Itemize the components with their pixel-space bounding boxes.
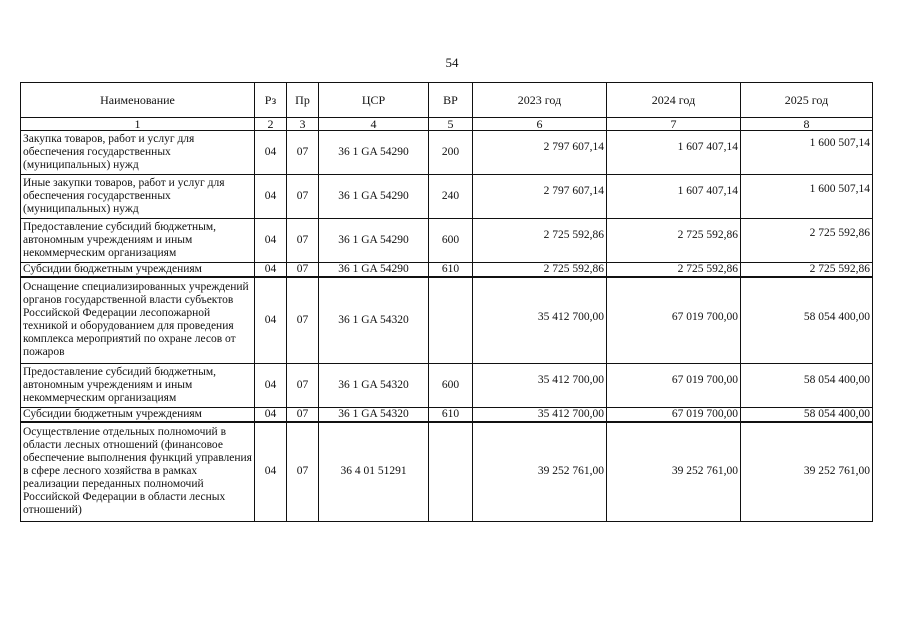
- row-rz: 04: [255, 363, 287, 407]
- row-vr: 240: [429, 175, 473, 219]
- header-row: [21, 83, 873, 118]
- table-row: [21, 263, 873, 278]
- row-rz: 04: [255, 131, 287, 175]
- row-amount-2023: 2 797 607,14: [473, 131, 607, 175]
- column-number: 3: [287, 118, 319, 131]
- table-row: [21, 422, 873, 522]
- row-csr: 36 1 GA 54290: [319, 219, 429, 263]
- row-csr: 36 1 GA 54290: [319, 175, 429, 219]
- row-name: Предоставление субсидий бюджетным, автономным учреждениям и иным некоммерческим организациям: [21, 363, 255, 407]
- header-2024: 2024 год: [607, 83, 741, 118]
- column-number: 1: [21, 118, 255, 131]
- row-amount-2024: 67 019 700,00: [607, 407, 741, 422]
- row-csr: 36 4 01 51291: [319, 422, 429, 522]
- row-amount-2024: 39 252 761,00: [607, 422, 741, 522]
- row-pr: 07: [287, 131, 319, 175]
- row-pr: 07: [287, 422, 319, 522]
- row-amount-2024: 1 607 407,14: [607, 131, 741, 175]
- header-csr: ЦСР: [319, 83, 429, 118]
- column-number: 8: [741, 118, 873, 131]
- row-amount-2024: 2 725 592,86: [607, 219, 741, 263]
- header-pr: Пр: [287, 83, 319, 118]
- row-vr: 610: [429, 263, 473, 278]
- row-rz: 04: [255, 407, 287, 422]
- column-number-row: [21, 118, 873, 131]
- table-row: [21, 175, 873, 219]
- row-pr: 07: [287, 363, 319, 407]
- column-number: 7: [607, 118, 741, 131]
- row-name: Оснащение специализированных учреждений органов государственной власти субъектов Российской Федерации лесопожарной техникой и оборудованием для проведения комплекса мероприятий по охране лесов от пожаров: [21, 277, 255, 363]
- row-vr: [429, 422, 473, 522]
- column-number: 4: [319, 118, 429, 131]
- table-row: [21, 407, 873, 422]
- row-vr: [429, 277, 473, 363]
- row-amount-2023: 2 797 607,14: [473, 175, 607, 219]
- row-amount-2025: 39 252 761,00: [741, 422, 873, 522]
- row-amount-2024: 67 019 700,00: [607, 363, 741, 407]
- row-amount-2024: 2 725 592,86: [607, 263, 741, 278]
- header-2025: 2025 год: [741, 83, 873, 118]
- row-amount-2023: 2 725 592,86: [473, 219, 607, 263]
- row-amount-2024: 1 607 407,14: [607, 175, 741, 219]
- row-rz: 04: [255, 277, 287, 363]
- row-amount-2025: 1 600 507,14: [741, 131, 873, 175]
- row-amount-2024: 67 019 700,00: [607, 277, 741, 363]
- row-amount-2023: 35 412 700,00: [473, 363, 607, 407]
- row-name: Иные закупки товаров, работ и услуг для обеспечения государственных (муниципальных) нужд: [21, 175, 255, 219]
- table-row: [21, 131, 873, 175]
- row-name: Закупка товаров, работ и услуг для обеспечения государственных (муниципальных) нужд: [21, 131, 255, 175]
- row-csr: 36 1 GA 54320: [319, 363, 429, 407]
- row-pr: 07: [287, 407, 319, 422]
- row-pr: 07: [287, 175, 319, 219]
- column-number: 2: [255, 118, 287, 131]
- row-amount-2025: 2 725 592,86: [741, 219, 873, 263]
- row-vr: 600: [429, 363, 473, 407]
- table-row: [21, 363, 873, 407]
- row-pr: 07: [287, 219, 319, 263]
- row-amount-2025: 2 725 592,86: [741, 263, 873, 278]
- row-name: Осуществление отдельных полномочий в области лесных отношений (финансовое обеспечение выполнения функций управления в сфере лесного хозяйства в рамках реализации переданных полномочий Российской Федерации в области лесных отношений): [21, 422, 255, 522]
- row-amount-2023: 2 725 592,86: [473, 263, 607, 278]
- table-row: [21, 219, 873, 263]
- row-amount-2023: 35 412 700,00: [473, 407, 607, 422]
- row-csr: 36 1 GA 54320: [319, 277, 429, 363]
- row-amount-2025: 1 600 507,14: [741, 175, 873, 219]
- row-pr: 07: [287, 277, 319, 363]
- row-pr: 07: [287, 263, 319, 278]
- row-name: Субсидии бюджетным учреждениям: [21, 263, 255, 278]
- row-amount-2023: 35 412 700,00: [473, 277, 607, 363]
- header-vr: ВР: [429, 83, 473, 118]
- row-amount-2025: 58 054 400,00: [741, 277, 873, 363]
- row-csr: 36 1 GA 54320: [319, 407, 429, 422]
- row-amount-2023: 39 252 761,00: [473, 422, 607, 522]
- row-rz: 04: [255, 175, 287, 219]
- page-number: 54: [445, 55, 459, 70]
- column-number: 5: [429, 118, 473, 131]
- row-csr: 36 1 GA 54290: [319, 263, 429, 278]
- row-rz: 04: [255, 263, 287, 278]
- row-rz: 04: [255, 422, 287, 522]
- row-vr: 600: [429, 219, 473, 263]
- row-amount-2025: 58 054 400,00: [741, 407, 873, 422]
- header-2023: 2023 год: [473, 83, 607, 118]
- row-vr: 610: [429, 407, 473, 422]
- row-name: Предоставление субсидий бюджетным, автономным учреждениям и иным некоммерческим организациям: [21, 219, 255, 263]
- row-amount-2025: 58 054 400,00: [741, 363, 873, 407]
- row-csr: 36 1 GA 54290: [319, 131, 429, 175]
- budget-table: [20, 82, 873, 522]
- header-rz: Рз: [255, 83, 287, 118]
- row-name: Субсидии бюджетным учреждениям: [21, 407, 255, 422]
- table-row: [21, 277, 873, 363]
- column-number: 6: [473, 118, 607, 131]
- header-name: Наименование: [21, 83, 255, 118]
- row-vr: 200: [429, 131, 473, 175]
- row-rz: 04: [255, 219, 287, 263]
